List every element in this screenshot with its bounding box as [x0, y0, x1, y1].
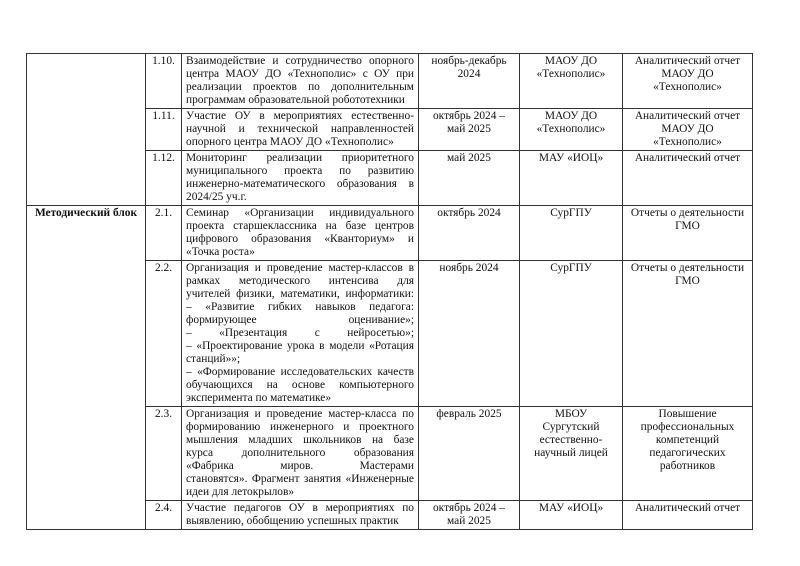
event-description-line: цифрового образования «Кванториум» и — [186, 233, 414, 245]
block-cell — [27, 151, 146, 206]
event-result-line: компетенций — [655, 434, 720, 446]
event-date-line: 2024 — [457, 68, 481, 80]
event-responsible-line: естественно- — [539, 434, 603, 446]
event-description-line: формирующее оценивание»; — [186, 314, 414, 326]
event-responsible — [520, 151, 623, 206]
event-responsible-line: МАОУ ДО — [544, 55, 598, 67]
block-cell — [27, 54, 146, 109]
event-description-line: выявлению, обобщению успешных практик — [186, 515, 399, 527]
event-responsible-line: Сургутский — [542, 421, 600, 433]
event-date-line: май 2025 — [447, 515, 491, 527]
block-cell — [27, 501, 146, 530]
event-result — [623, 151, 753, 206]
table-body — [27, 54, 753, 530]
event-description-line: курса дополнительного образования — [186, 447, 414, 459]
event-responsible — [520, 261, 623, 407]
event-description — [182, 407, 419, 501]
event-responsible-line: МАОУ ДО — [544, 110, 598, 122]
event-description-line: Семинар «Организации индивидуального — [186, 207, 414, 219]
item-number: 2.4. — [146, 501, 182, 530]
event-date — [419, 261, 520, 407]
item-number: 1.11. — [146, 109, 182, 151]
event-date-line: октябрь 2024 — [437, 207, 501, 219]
event-description-line: эксперимента по математике» — [186, 392, 332, 404]
item-number: 2.1. — [146, 206, 182, 261]
event-description-line: Взаимодействие и сотрудничество опорного — [186, 55, 414, 67]
event-description-line: 2024/25 уч.г. — [186, 191, 247, 203]
event-responsible — [520, 206, 623, 261]
event-description — [182, 151, 419, 206]
event-result-line: Повышение — [658, 408, 717, 420]
event-description-line: муниципального проекта по развитию — [186, 165, 414, 177]
event-result-line: Отчеты о деятельности — [630, 262, 745, 274]
event-date-line: ноябрь 2024 — [439, 262, 499, 274]
event-description-line: Мониторинг реализации приоритетного — [186, 152, 414, 164]
event-date — [419, 109, 520, 151]
event-result — [623, 261, 753, 407]
event-date-line: октябрь 2024 – — [432, 502, 505, 514]
event-description-line: Организация и проведение мастер-класса по — [186, 408, 414, 420]
event-result-line: Аналитический отчет — [634, 152, 741, 164]
event-result — [623, 109, 753, 151]
event-responsible — [520, 501, 623, 530]
event-result-line: «Технополис» — [653, 136, 722, 148]
event-description-line: – «Проектирование урока в модели «Ротация — [186, 340, 414, 352]
item-number: 1.10. — [146, 54, 182, 109]
event-date-line: ноябрь-декабрь — [431, 55, 507, 67]
item-number: 2.3. — [146, 407, 182, 501]
event-description-line: рамках методического интенсива для — [186, 275, 414, 287]
event-result-line: МАОУ ДО — [661, 68, 714, 80]
block-cell: Методический блок — [27, 206, 146, 261]
event-result-line: МАОУ ДО — [661, 123, 714, 135]
event-date — [419, 407, 520, 501]
event-result-line: Аналитический отчет — [634, 110, 741, 122]
table-row — [27, 54, 753, 109]
event-result — [623, 501, 753, 530]
event-description-line: проекта старшеклассника на базе центров — [186, 220, 414, 232]
event-responsible-line: СурГПУ — [550, 207, 592, 219]
event-date — [419, 151, 520, 206]
event-description-line: научной и технической направленностей — [186, 123, 414, 135]
event-description-line: Участие ОУ в мероприятиях естественно- — [186, 110, 414, 122]
event-description-line: Организация и проведение мастер-классов в — [186, 262, 414, 274]
event-plan-table — [26, 53, 753, 530]
event-responsible-line: «Технополис» — [536, 123, 606, 135]
event-result-line: педагогических — [649, 447, 726, 459]
event-responsible-line: МБОУ — [554, 408, 588, 420]
event-description-line: «Точка роста» — [186, 246, 255, 258]
event-date — [419, 54, 520, 109]
event-description — [182, 109, 419, 151]
event-description-line: опорного центра МАОУ ДО «Технополис» — [186, 136, 394, 148]
event-date-line: май 2025 — [447, 123, 491, 135]
event-description-line: формированию инженерного и проектного — [186, 421, 414, 433]
block-cell — [27, 407, 146, 501]
event-description-line: станций»»; — [186, 353, 241, 365]
event-responsible — [520, 407, 623, 501]
event-result — [623, 206, 753, 261]
event-result — [623, 54, 753, 109]
event-date — [419, 206, 520, 261]
item-number: 1.12. — [146, 151, 182, 206]
event-responsible-line: МАУ «ИОЦ» — [538, 502, 604, 514]
event-result-line: профессиональных — [640, 421, 735, 433]
block-cell — [27, 109, 146, 151]
table-row — [27, 407, 753, 501]
event-description — [182, 261, 419, 407]
event-date-line: май 2025 — [447, 152, 491, 164]
event-result-line: ГМО — [675, 275, 700, 287]
event-description-line: – «Формирование исследовательских качеств — [186, 366, 414, 378]
event-description-line: инженерно-математического образования в — [186, 178, 414, 190]
event-responsible-line: СурГПУ — [550, 262, 592, 274]
event-result-line: ГМО — [675, 220, 700, 232]
event-responsible-line: МАУ «ИОЦ» — [538, 152, 604, 164]
event-description-line: – «Презентация с нейросетью»; — [186, 327, 414, 339]
table-row — [27, 151, 753, 206]
event-description-line: центра МАОУ ДО «Технополис» с ОУ при — [186, 68, 414, 80]
event-description-line: «Фабрика миров. Мастерами — [186, 460, 414, 472]
event-result-line: Отчеты о деятельности — [630, 207, 745, 219]
event-result-line: Аналитический отчет — [634, 55, 741, 67]
event-result — [623, 407, 753, 501]
table-row — [27, 109, 753, 151]
event-description-line: – «Развитие гибких навыков педагога: — [186, 301, 414, 313]
event-description — [182, 54, 419, 109]
event-responsible-line: научный лицей — [534, 447, 608, 459]
event-description — [182, 206, 419, 261]
block-cell — [27, 261, 146, 407]
event-description-line: реализации проектов по дополнительным — [186, 81, 414, 93]
event-result-line: работников — [659, 460, 716, 472]
table-row — [27, 501, 753, 530]
event-description-line: учителей физики, математики, информатики: — [186, 288, 414, 300]
item-number: 2.2. — [146, 261, 182, 407]
event-date-line: октябрь 2024 – — [432, 110, 505, 122]
event-description-line: Участие педагогов ОУ в мероприятиях по — [186, 502, 414, 514]
event-responsible — [520, 109, 623, 151]
event-description-line: программам образовательной робототехники — [186, 94, 405, 106]
event-description-line: мышления младших школьников на базе — [186, 434, 414, 446]
table-row — [27, 206, 753, 261]
event-description — [182, 501, 419, 530]
event-date — [419, 501, 520, 530]
event-description-line: идеи для летокрылов» — [186, 486, 295, 498]
table-row — [27, 261, 753, 407]
event-result-line: Аналитический отчет — [634, 502, 741, 514]
event-result-line: «Технополис» — [653, 81, 722, 93]
event-date-line: февраль 2025 — [436, 408, 502, 420]
event-responsible-line: «Технополис» — [536, 68, 606, 80]
event-description-line: становятся». Фрагмент занятия «Инженерные — [186, 473, 414, 485]
event-responsible — [520, 54, 623, 109]
event-description-line: обучающихся на основе компьютерного — [186, 379, 414, 391]
